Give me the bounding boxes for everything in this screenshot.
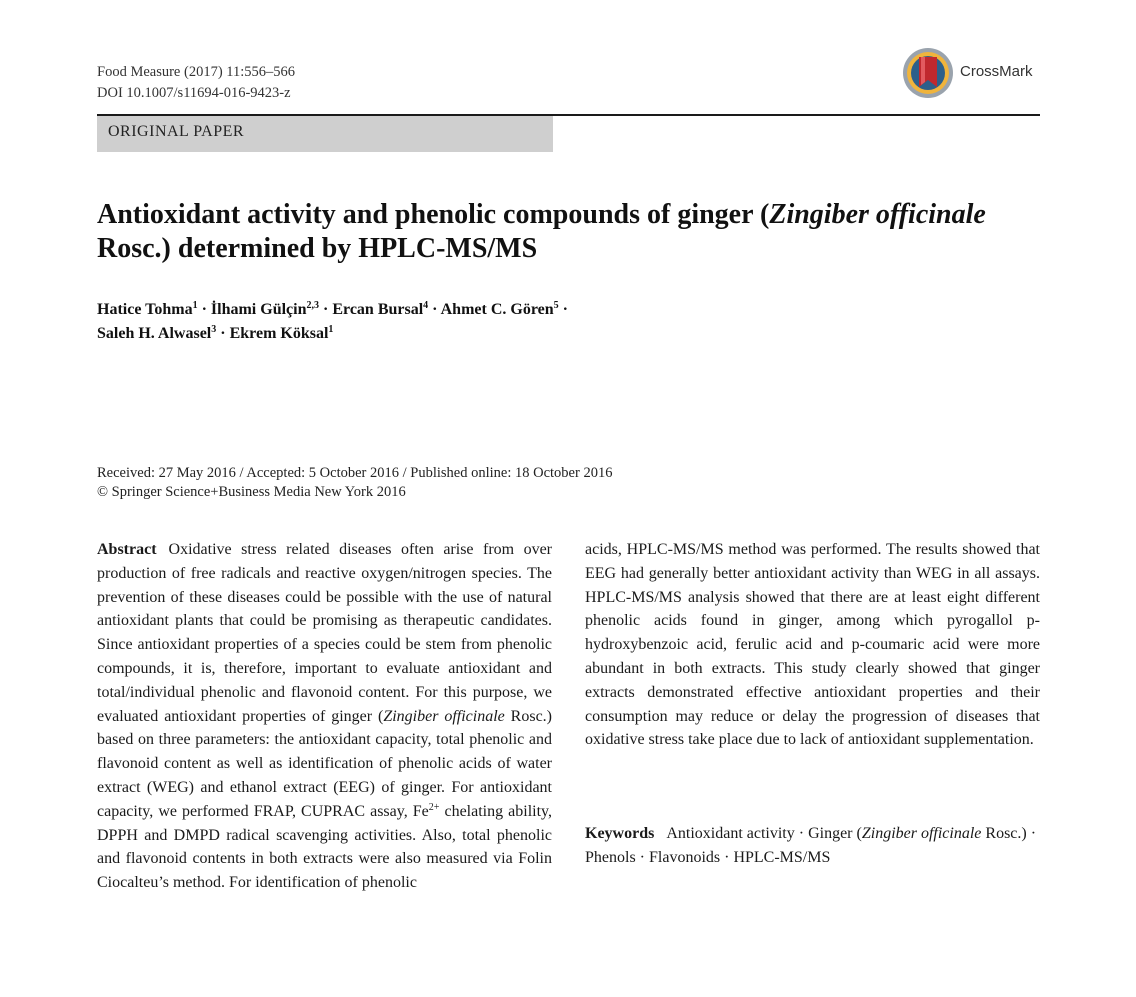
keyword: HPLC-MS/MS	[733, 848, 831, 866]
author-separator: ·	[322, 301, 329, 318]
author-affiliation: 3	[211, 324, 217, 335]
keyword-separator: ·	[1030, 825, 1037, 842]
author-affiliation: 5	[553, 300, 559, 311]
author-name[interactable]: Saleh H. Alwasel	[97, 325, 212, 342]
abstract-species: Zingiber officinale	[383, 707, 505, 725]
paper-title: Antioxidant activity and phenolic compounds of ginger (Zingiber officinale Rosc.) determined by HPLC-MS/MS	[97, 199, 986, 264]
crossmark-label: CrossMark	[960, 63, 1033, 80]
keyword-separator: ·	[724, 848, 730, 866]
keyword: Antioxidant activity	[666, 825, 795, 842]
keyword: Ginger (Zingiber officinale Rosc.)	[808, 825, 1027, 842]
author-list	[97, 298, 997, 346]
history-dates: Received: 27 May 2016 / Accepted: 5 October 2016 / Published online: 18 October 2016	[97, 465, 613, 481]
author-name[interactable]: Ahmet C. Gören	[440, 301, 554, 318]
keywords-label: Keywords	[585, 825, 655, 842]
author-name[interactable]: İlhami Gülçin	[210, 301, 307, 318]
author-separator: ·	[432, 301, 438, 318]
abstract-label: Abstract	[97, 541, 157, 558]
journal-info	[97, 62, 295, 104]
author-name[interactable]: Hatice Tohma	[97, 301, 193, 318]
abstract-text: acids, HPLC-MS/MS method was performed. The results showed that EEG had generally better antioxidant activity than WEG in all assays. HPLC-MS/MS analysis showed that there are at least eight different phenolic acids found in ginger, among which pyrogallol p-hydroxybenzoic acid, ferulic acid and p-coumaric acid were more abundant in both extracts. This study clearly showed that ginger extracts demonstrated effective antioxidant properties and their consumption may reduce or delay the progression of diseases that oxidative stress take place due to lack of antioxidant supplementation.	[585, 541, 1040, 749]
author-separator: ·	[201, 301, 207, 318]
abstract-superscript: 2+	[428, 801, 440, 813]
keywords-section	[585, 822, 1040, 870]
publication-dates	[97, 464, 612, 502]
keyword: Phenols	[585, 848, 636, 866]
abstract-left-column	[97, 538, 552, 895]
section-banner	[97, 116, 553, 152]
copyright-line: © Springer Science+Business Media New York 2016	[97, 484, 406, 500]
keyword-separator: ·	[798, 825, 805, 842]
author-affiliation: 2,3	[306, 300, 319, 311]
abstract-right-column	[585, 538, 1040, 752]
author-name[interactable]: Ekrem Köksal	[229, 325, 329, 342]
author-separator: ·	[220, 325, 226, 342]
author-affiliation: 4	[423, 300, 429, 311]
journal-doi[interactable]: DOI 10.1007/s11694-016-9423-z	[97, 85, 291, 101]
abstract-text: Oxidative stress related diseases often arise from over production of free radicals and reactive oxygen/nitrogen species. The prevention of these diseases could be possible with the use of natural antioxidant plants that could be promising as therapeutic candidates. Since antioxidant properties of a species could be stem from phenolic compounds, it is, therefore, important to evaluate antioxidant and total/individual phenolic and flavonoid content. For this purpose, we evaluated antioxidant properties of ginger (	[97, 541, 552, 725]
crossmark-badge[interactable]	[902, 45, 1042, 101]
section-banner-label: ORIGINAL PAPER	[108, 123, 245, 140]
keyword: Flavonoids	[649, 848, 721, 866]
crossmark-icon	[902, 47, 954, 99]
keyword-separator: ·	[639, 848, 645, 866]
abstract-text: chelating ability, DPPH and DMPD radical scavenging activities. Also, total phenolic and flavonoid contents in both extracts were also measured via Folin Ciocalteu’s method. For identification of phenolic	[97, 802, 552, 892]
author-affiliation: 1	[328, 324, 334, 335]
author-name[interactable]: Ercan Bursal	[332, 301, 424, 318]
author-separator: ·	[562, 301, 568, 318]
journal-citation: Food Measure (2017) 11:556–566	[97, 64, 296, 80]
abstract-text: Rosc.) based on three parameters: the antioxidant capacity, total phenolic and flavonoid content as well as identification of phenolic acids of water extract (WEG) and ethanol extract (EEG) of ginger. For antioxidant capacity, we performed FRAP, CUPRAC assay, Fe	[97, 707, 552, 820]
author-affiliation: 1	[192, 300, 198, 311]
